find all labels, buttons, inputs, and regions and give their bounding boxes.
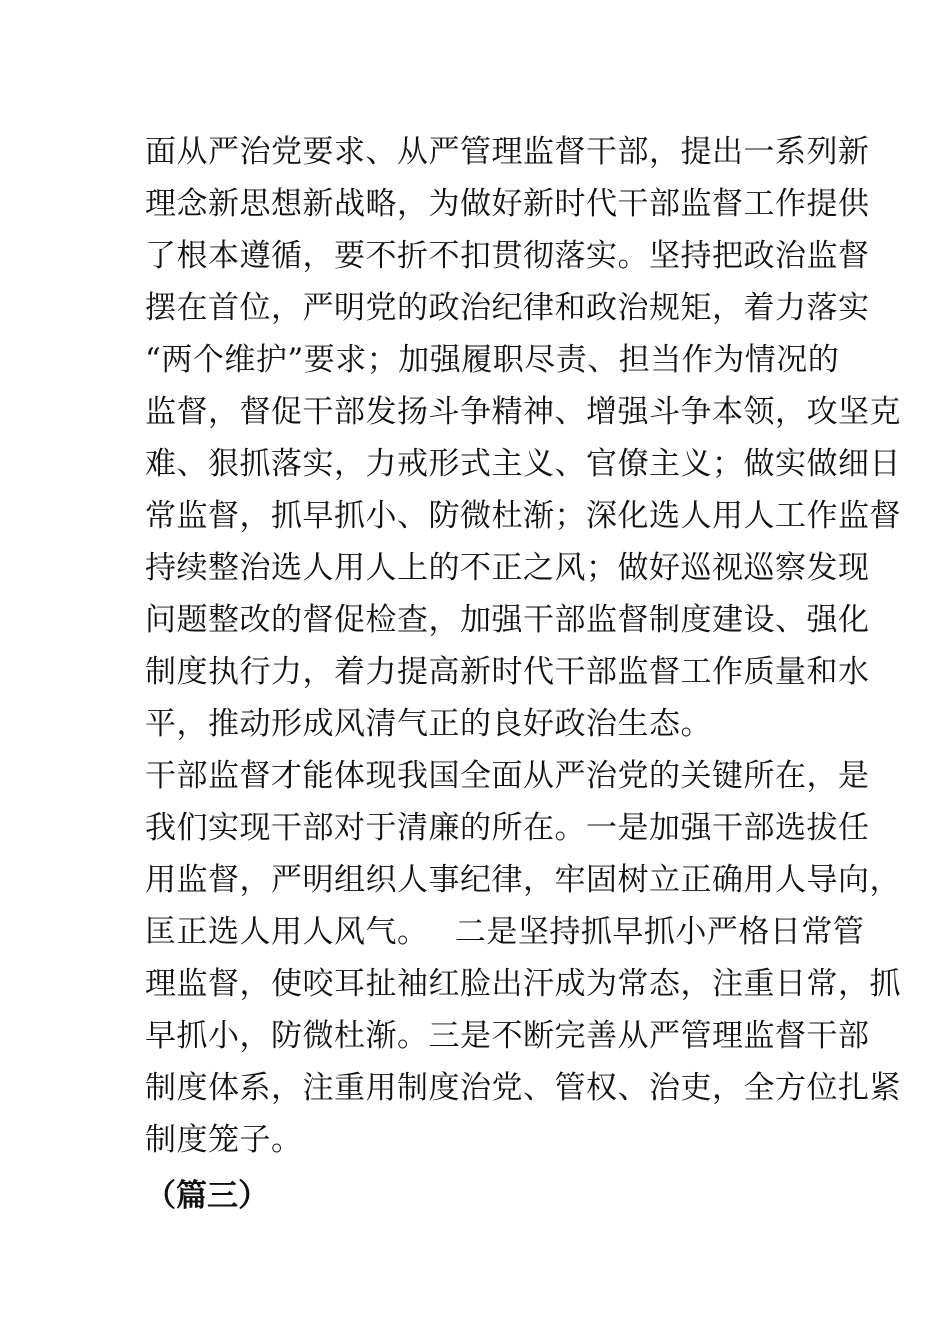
paragraph2-line: 制度笼子。 <box>145 1122 303 1158</box>
paragraph1-line: 理念新思想新战略，为做好新时代干部监督工作提供 <box>145 186 870 222</box>
paragraph1-line: 了根本遵循，要不折不扣贯彻落实。坚持把政治监督 <box>145 238 870 274</box>
paragraph1-line: 持续整治选人用人上的不正之风；做好巡视巡察发现 <box>145 550 870 586</box>
paragraph1-line: 平，推动形成风清气正的良好政治生态。 <box>145 706 712 742</box>
paragraph1-line: 制度执行力，着力提高新时代干部监督工作质量和水 <box>145 654 870 690</box>
paragraph2-line: 干部监督才能体现我国全面从严治党的关键所在，是 <box>145 758 870 794</box>
paragraph2-line: 用监督，严明组织人事纪律，牢固树立正确用人导向， <box>145 862 901 898</box>
paragraph2-line: 理监督，使咬耳扯袖红脸出汗成为常态，注重日常，抓 <box>145 966 901 1002</box>
paragraph1-line: 常监督，抓早抓小、防微杜渐；深化选人用人工作监督 <box>145 498 901 534</box>
paragraph1-line: 问题整改的督促检查，加强干部监督制度建设、强化 <box>145 602 870 638</box>
paragraph2-line: 我们实现干部对于清廉的所在。一是加强干部选拔任 <box>145 810 870 846</box>
paragraph1-line: 面从严治党要求、从严管理监督干部，提出一系列新 <box>145 134 870 170</box>
paragraph2-line: 匡正选人用人风气。 二是坚持抓早抓小严格日常管 <box>145 914 865 950</box>
paragraph1-line: “两个维护”要求；加强履职尽责、担当作为情况的 <box>145 342 840 378</box>
paragraph1-line: 监督，督促干部发扬斗争精神、增强斗争本领，攻坚克 <box>145 394 901 430</box>
paragraph1-line: 难、狠抓落实，力戒形式主义、官僚主义；做实做细日 <box>145 446 901 482</box>
paragraph2-line: 早抓小，防微杜渐。三是不断完善从严管理监督干部 <box>145 1018 870 1054</box>
paragraph1-line: 摆在首位，严明党的政治纪律和政治规矩，着力落实 <box>145 290 870 326</box>
section-heading: （篇三） <box>145 1178 269 1214</box>
paragraph2-line: 制度体系，注重用制度治党、管权、治吏，全方位扎紧 <box>145 1070 901 1106</box>
